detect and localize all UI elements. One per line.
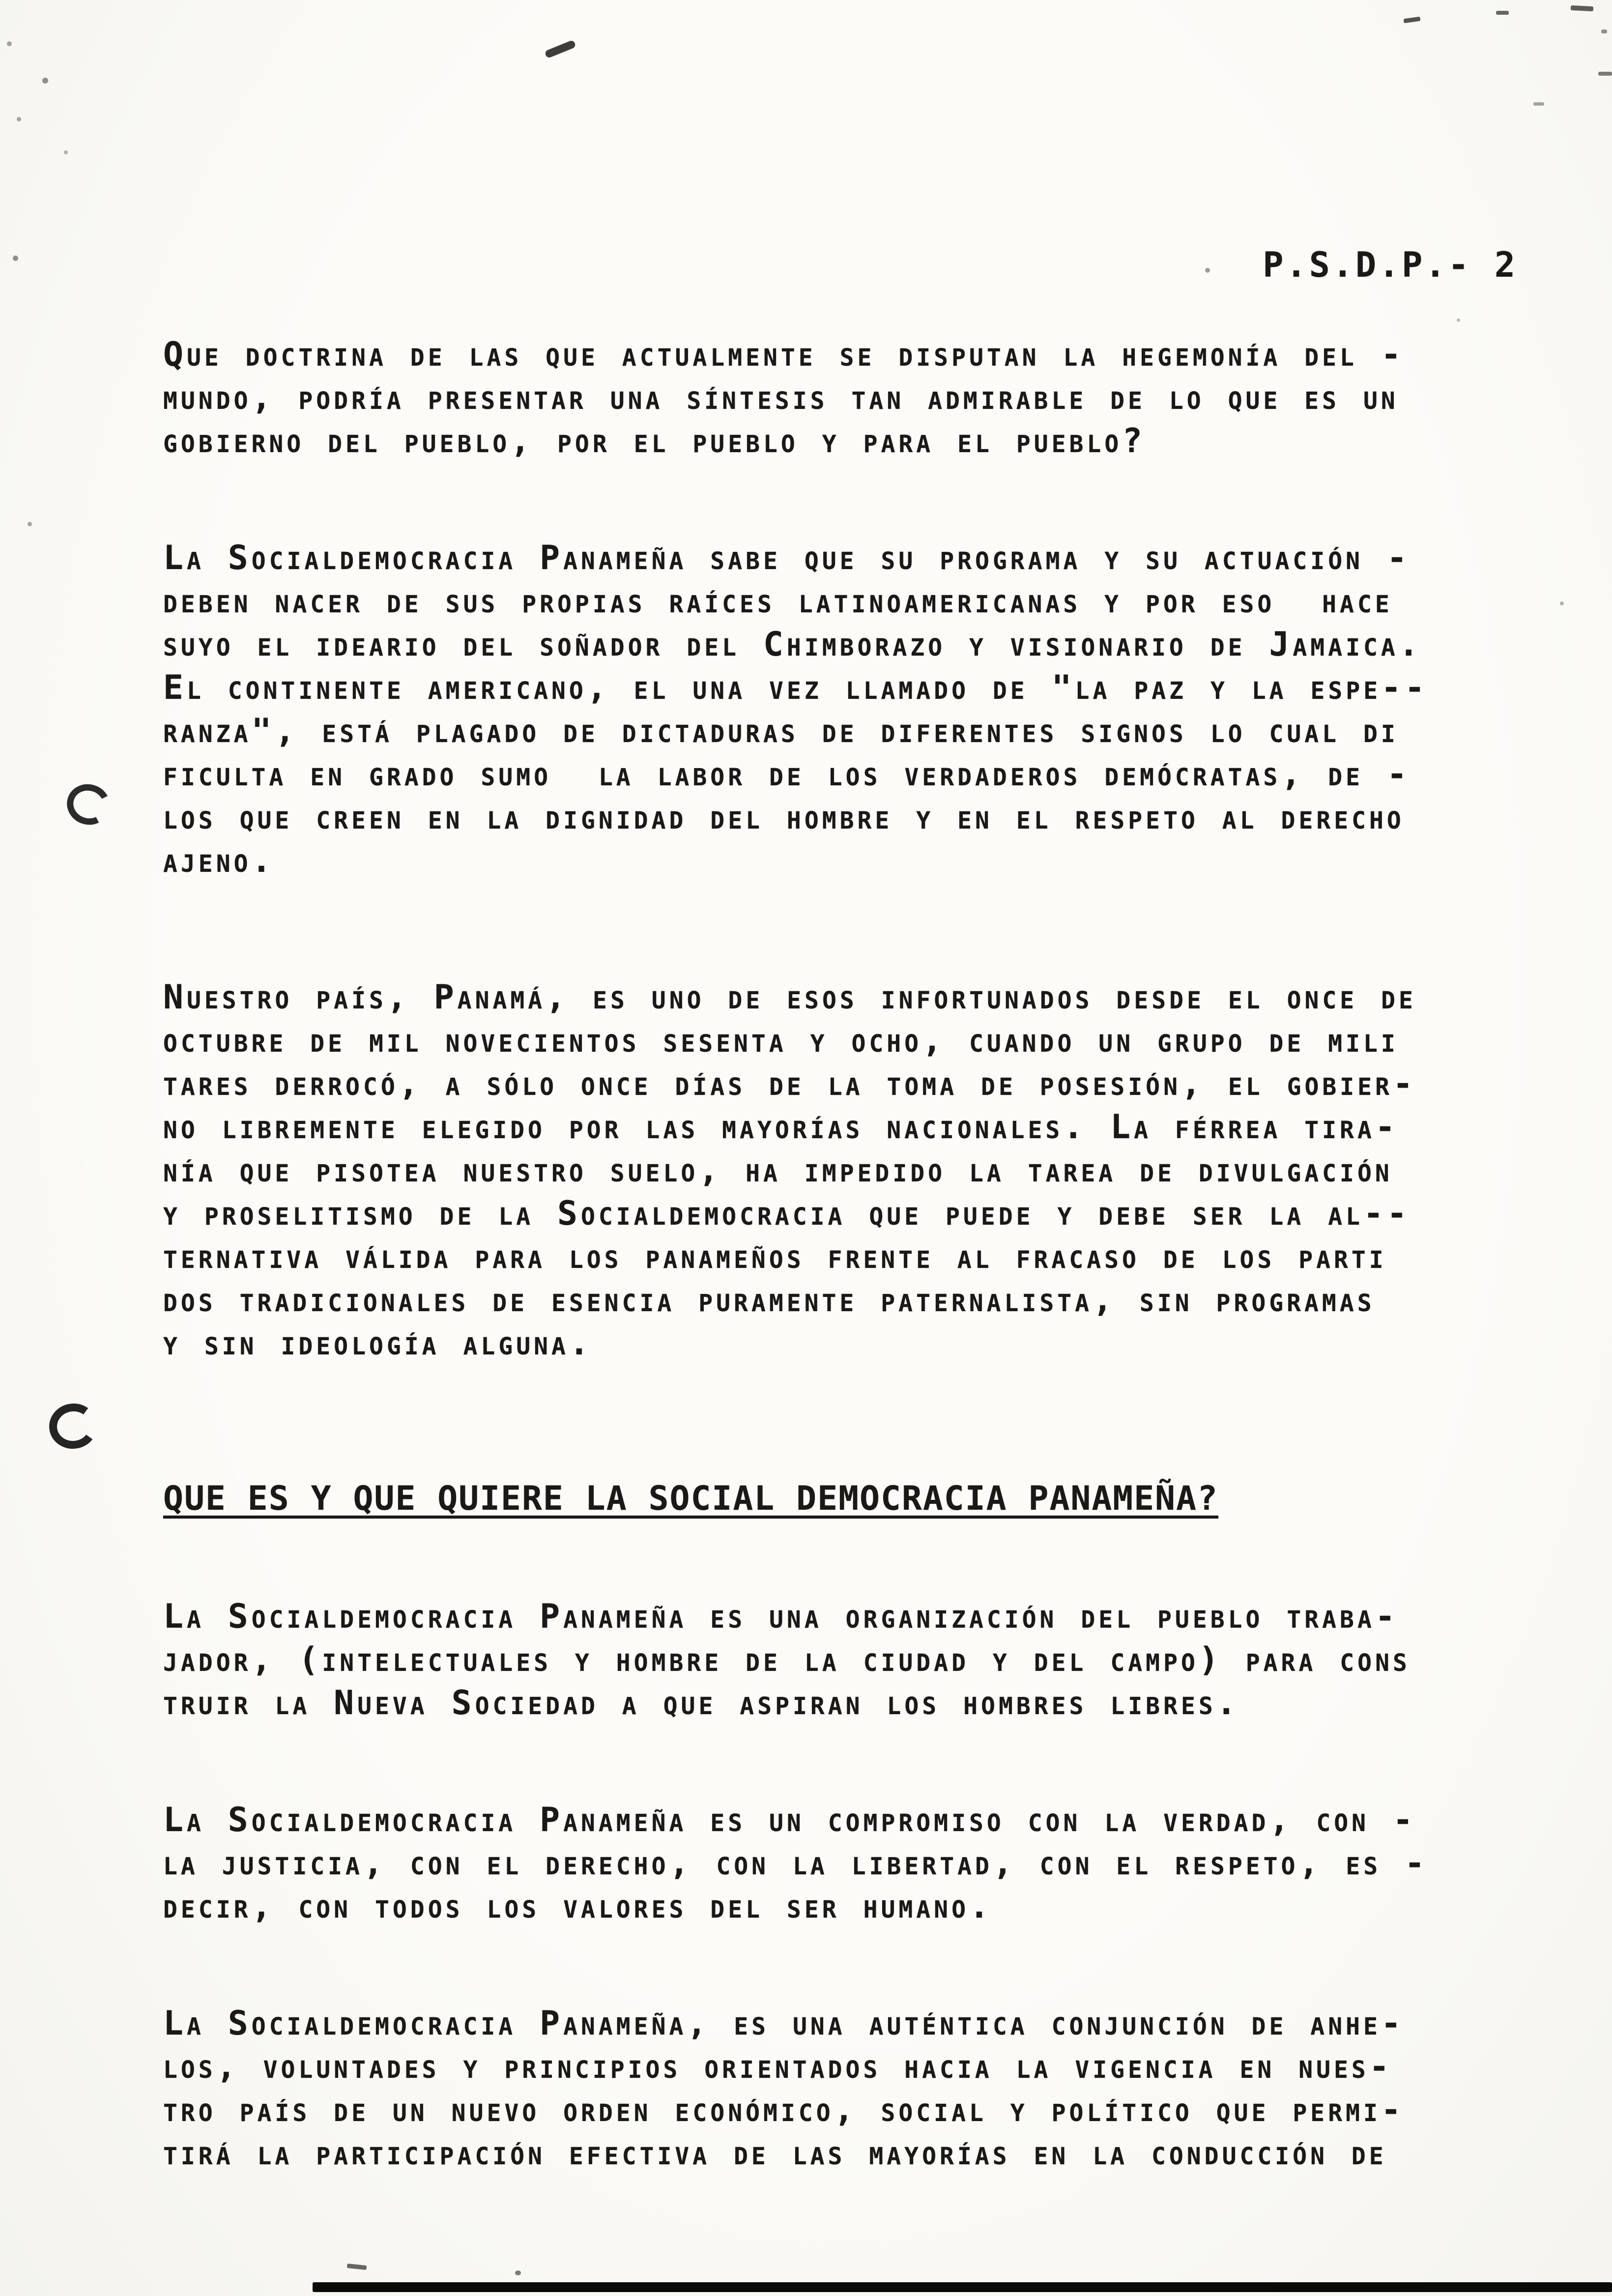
text-line: ajeno. — [163, 841, 275, 880]
scan-speck — [1457, 318, 1460, 322]
scan-speck — [515, 2270, 521, 2275]
scan-speck — [1496, 11, 1509, 15]
text-line: decir, con todos los valores del ser humano. — [163, 1887, 993, 1926]
paragraph — [163, 1595, 1549, 1725]
text-line: La Socialdemocracia Panameña es un compromiso con la verdad, con - — [163, 1801, 1416, 1839]
paragraph — [163, 2002, 1549, 2175]
scan-speck — [1533, 102, 1544, 106]
text-line: deben nacer de sus propias raíces latinoamericanas y por eso hace — [163, 582, 1393, 621]
text-line: los que creen en la dignidad del hombre y en el respeto al derecho — [163, 798, 1405, 837]
text-line: ternativa válida para los panameños frente al fracaso de los parti — [163, 1237, 1387, 1276]
text-line: la justicia, con el derecho, con la libertad, con el respeto, es - — [163, 1844, 1428, 1883]
text-line: no libremente elegido por las mayorías nacionales. La férrea tira- — [163, 1108, 1399, 1147]
scan-speck — [1601, 29, 1607, 33]
text-line: Que doctrina de las que actualmente se disputan la hegemonía del - — [163, 335, 1405, 374]
text-line: octubre de mil novecientos sesenta y ocho, cuando un grupo de mili — [163, 1021, 1399, 1060]
paragraph — [163, 333, 1549, 463]
scan-speck — [1404, 17, 1421, 24]
text-line: gobierno del pueblo, por el pueblo y para el pueblo? — [163, 422, 1146, 460]
text-line: La Socialdemocracia Panameña es una organización del pueblo traba- — [163, 1597, 1399, 1636]
scan-speck — [64, 150, 68, 154]
scan-speck — [1560, 602, 1564, 605]
text-line: nía que pisotea nuestro suelo, ha impedido la tarea de divulgación — [163, 1151, 1393, 1190]
scan-speck — [1571, 5, 1593, 11]
binder-ring-mark — [46, 1401, 100, 1452]
scan-speck — [347, 2264, 367, 2270]
pen-mark — [544, 40, 576, 59]
text-line: tirá la participación efectiva de las mayorías en la conducción de — [163, 2134, 1387, 2173]
page-number-label: P.S.D.P.- 2 — [1263, 245, 1518, 285]
text-line: truir la Nueva Sociedad a que aspiran los hombres libres. — [163, 1684, 1240, 1722]
text-line: La Socialdemocracia Panameña sabe que su programa y su actuación - — [163, 539, 1410, 577]
text-line: Nuestro país, Panamá, es uno de esos infortunados desde el once de — [163, 978, 1416, 1017]
paragraph — [163, 1799, 1549, 1928]
scan-speck — [13, 256, 18, 261]
scan-speck — [1205, 268, 1210, 273]
paragraph — [163, 976, 1549, 1365]
scan-speck — [1598, 72, 1612, 76]
text-line: tares derrocó, a sólo once días de la toma de posesión, el gobier- — [163, 1064, 1416, 1103]
text-line: ficulta en grado sumo la labor de los verdaderos demócratas, de - — [163, 755, 1410, 794]
text-line: jador, (intelectuales y hombre de la ciudad y del campo) para cons — [163, 1640, 1410, 1679]
text-line: QUE ES Y QUE QUIERE LA SOCIAL DEMOCRACIA PANAMEÑA? — [163, 1479, 1218, 1518]
scan-speck — [17, 117, 21, 121]
bottom-scan-bar — [313, 2282, 1612, 2292]
text-line: El continente americano, el una vez llamado de "la paz y la espe-- — [163, 668, 1428, 707]
document-body — [163, 333, 1549, 2249]
text-line: suyo el ideario del soñador del Chimborazo y visionario de Jamaica. — [163, 625, 1422, 664]
text-line: La Socialdemocracia Panameña, es una auténtica conjunción de anhe- — [163, 2004, 1405, 2043]
paragraph — [163, 537, 1549, 883]
text-line: y sin ideología alguna. — [163, 1324, 593, 1363]
text-line: tro país de un nuevo orden económico, social y político que permi- — [163, 2091, 1405, 2129]
text-line: mundo, podría presentar una síntesis tan admirable de lo que es un — [163, 378, 1399, 417]
scan-speck — [42, 78, 48, 84]
scan-speck — [7, 41, 12, 46]
text-line: y proselitismo de la Socialdemocracia que puede y debe ser la al-- — [163, 1194, 1410, 1233]
text-line: ranza", está plagado de dictaduras de diferentes signos lo cual di — [163, 712, 1399, 750]
text-line: dos tradicionales de esencia puramente paternalista, sin programas — [163, 1281, 1375, 1320]
text-line: los, voluntades y principios orientados hacia la vigencia en nues- — [163, 2047, 1393, 2086]
binder-ring-mark — [61, 778, 115, 830]
scan-speck — [28, 522, 32, 526]
section-heading — [163, 1477, 1549, 1521]
